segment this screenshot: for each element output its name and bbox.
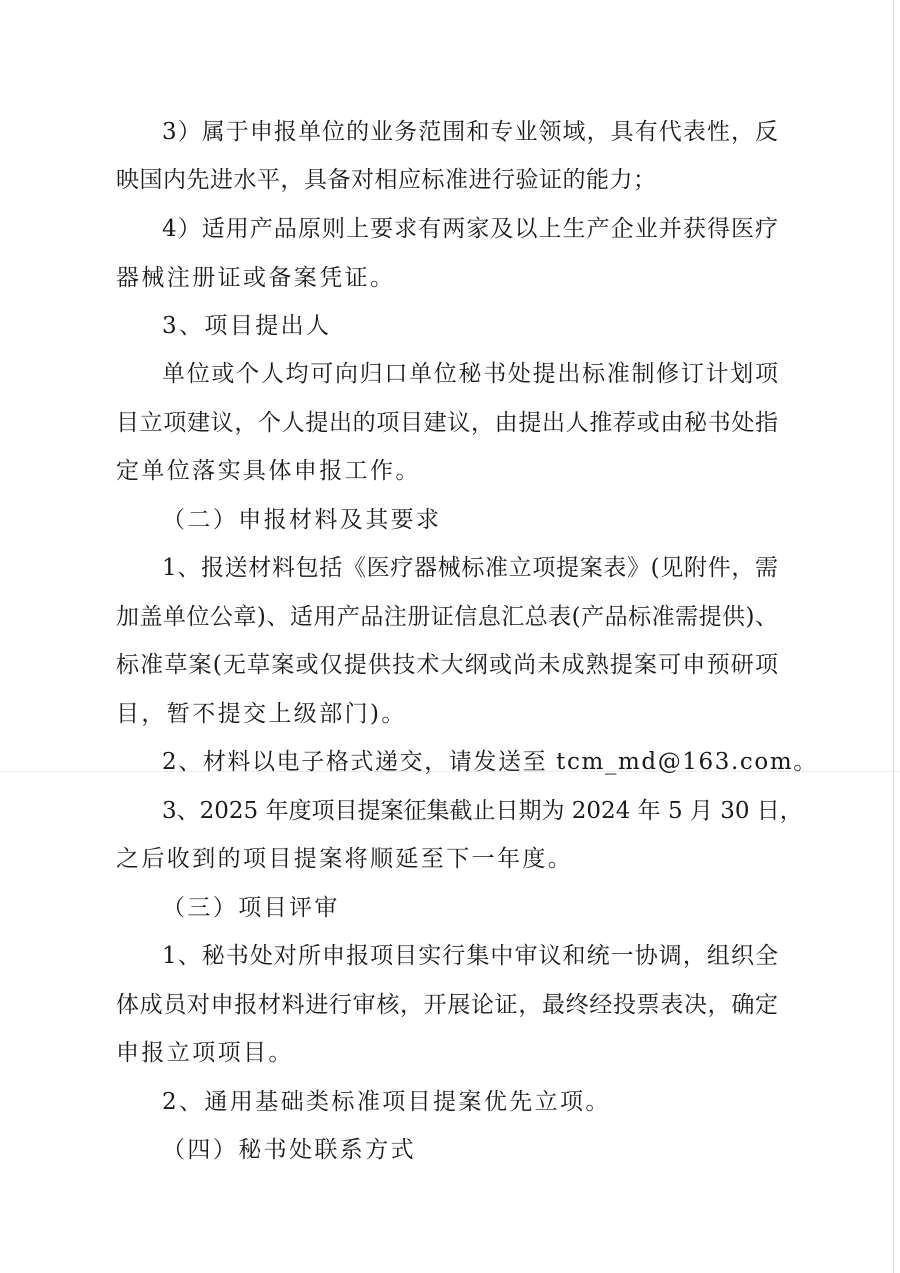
text-line: 标准草案(无草案或仅提供技术大纲或尚未成熟提案可申预研项 — [116, 652, 778, 678]
text-line: 之后收到的项目提案将顺延至下一年度。 — [116, 846, 574, 872]
text-line: 4）适用产品原则上要求有两家及以上生产企业并获得医疗 — [162, 216, 778, 242]
text-line: 目立项建议，个人提出的项目建议，由提出人推荐或由秘书处指 — [116, 410, 778, 436]
text-line: 映国内先进水平，具备对相应标准进行验证的能力； — [116, 167, 656, 193]
section-heading: 3、项目提出人 — [162, 313, 332, 339]
text-line: 加盖单位公章)、适用产品注册证信息汇总表(产品标准需提供)、 — [116, 604, 778, 630]
text-line: 3、2025 年度项目提案征集截止日期为 2024 年 5 月 30 日， — [162, 798, 803, 824]
text-line: 2、通用基础类标准项目提案优先立项。 — [162, 1089, 611, 1115]
text-line: 体成员对申报材料进行审核，开展论证，最终经投票表决，确定 — [116, 992, 778, 1018]
section-heading: （三）项目评审 — [162, 895, 340, 921]
text-line: 申报立项项目。 — [116, 1040, 294, 1066]
section-heading: （二）申报材料及其要求 — [162, 507, 442, 533]
text-line: 单位或个人均可向归口单位秘书处提出标准制修订计划项 — [162, 361, 778, 387]
section-heading: （四）秘书处联系方式 — [162, 1137, 416, 1163]
text-line: 1、报送材料包括《医疗器械标准立项提案表》(见附件，需 — [162, 555, 778, 581]
page-edge — [893, 0, 894, 1273]
text-line: 目，暂不提交上级部门)。 — [116, 701, 407, 727]
text-line: 定单位落实具体申报工作。 — [116, 458, 421, 484]
text-line: 3）属于申报单位的业务范围和专业领域，具有代表性，反 — [162, 119, 778, 145]
text-line: 2、材料以电子格式递交，请发送至 tcm_md@163.com。 — [162, 749, 818, 775]
text-line: 器械注册证或备案凭证。 — [116, 265, 396, 291]
text-line: 1、秘书处对所申报项目实行集中审议和统一协调，组织全 — [162, 943, 778, 969]
